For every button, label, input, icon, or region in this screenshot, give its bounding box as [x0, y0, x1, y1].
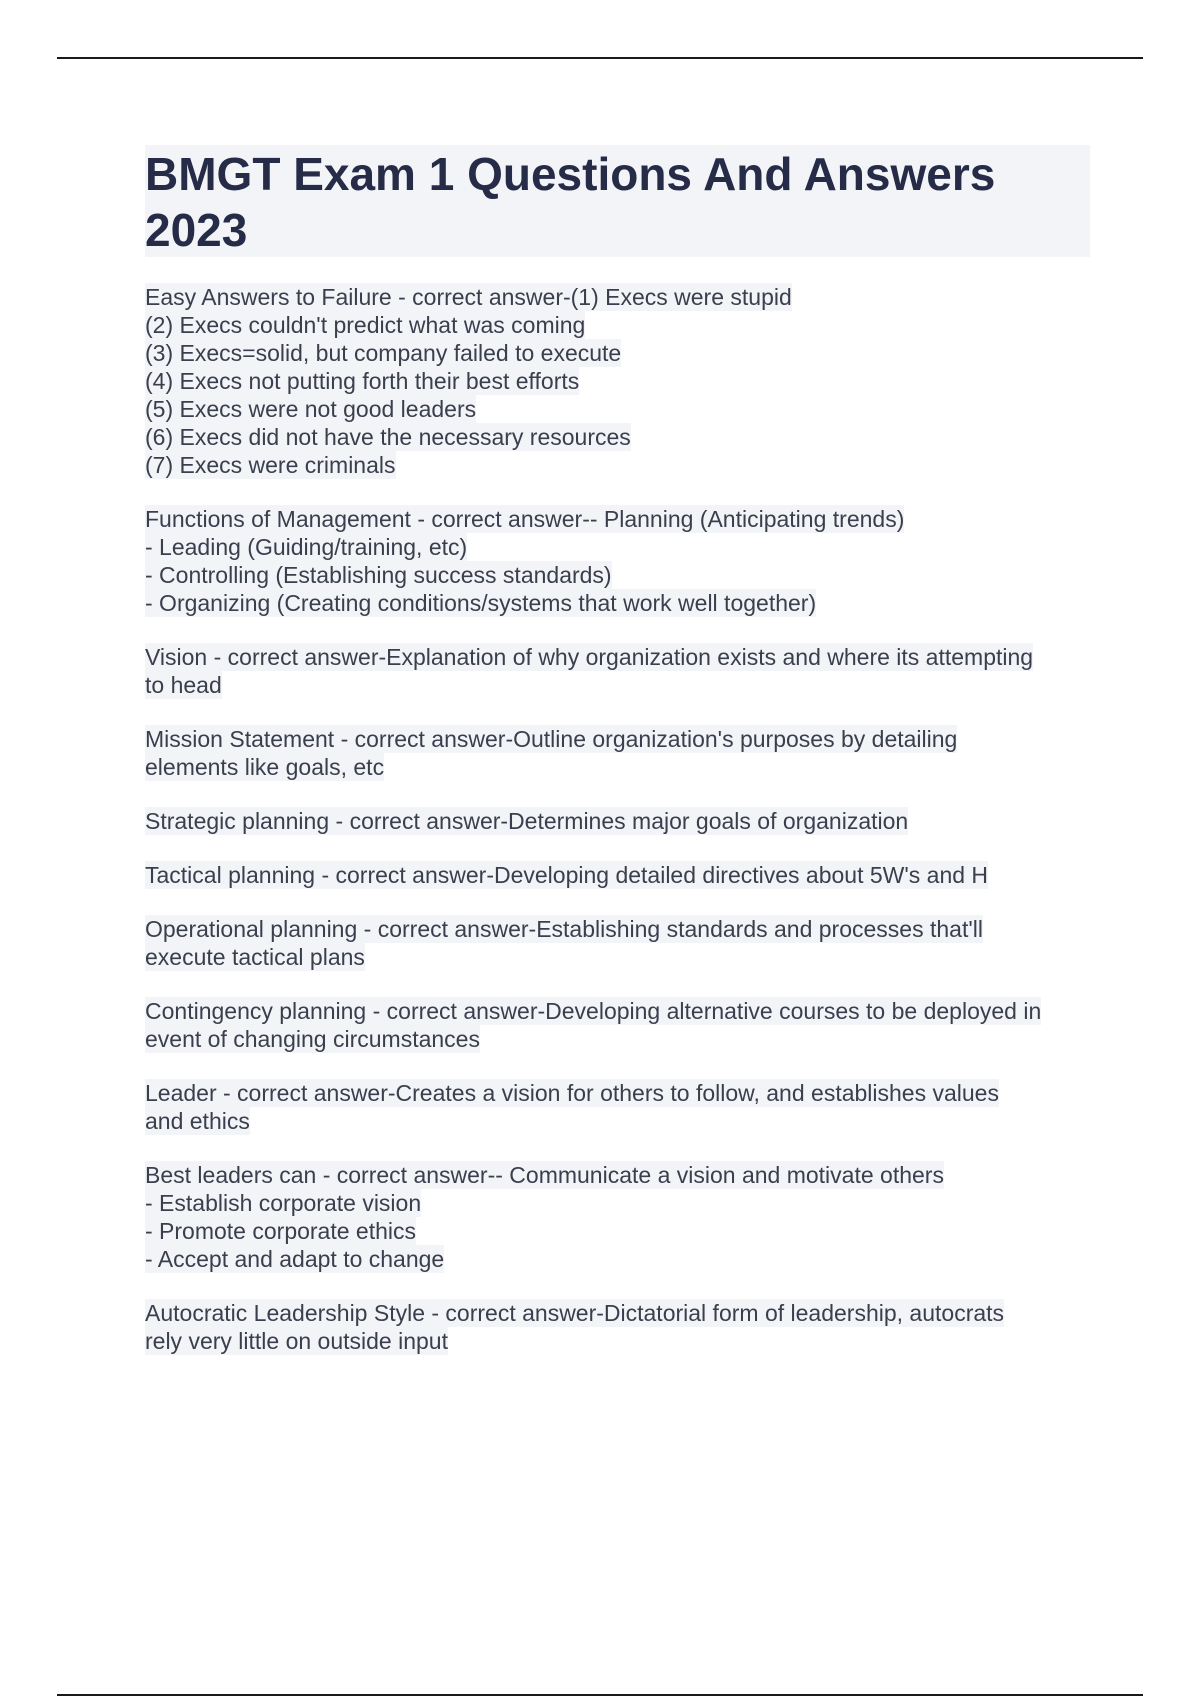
- qa-entry: [145, 1161, 1090, 1273]
- qa-answer-line: elements like goals, etc: [145, 754, 385, 780]
- qa-line-row: [145, 1189, 1090, 1217]
- qa-line-row: [145, 589, 1090, 617]
- qa-answer-line: - Leading (Guiding/training, etc): [145, 534, 468, 560]
- qa-entry: [145, 1299, 1090, 1355]
- qa-question-line: Strategic planning - correct answer-Determines major goals of organization: [145, 808, 909, 834]
- qa-line-row: [145, 561, 1090, 589]
- qa-entry: [145, 283, 1090, 479]
- qa-line-row: [145, 423, 1090, 451]
- qa-question-line: Leader - correct answer-Creates a vision for others to follow, and establishes values: [145, 1080, 999, 1106]
- qa-answer-line: to head: [145, 672, 222, 698]
- title-band: [145, 145, 1090, 257]
- qa-line-row: [145, 283, 1090, 311]
- qa-line-row: [145, 1107, 1090, 1135]
- qa-question-line: Autocratic Leadership Style - correct answer-Dictatorial form of leadership, autocrats: [145, 1300, 1005, 1326]
- footer-rule: [57, 1694, 1143, 1696]
- qa-question-line: Operational planning - correct answer-Establishing standards and processes that'll: [145, 916, 983, 942]
- qa-line-row: [145, 807, 1090, 835]
- qa-entry: [145, 505, 1090, 617]
- qa-line-row: [145, 339, 1090, 367]
- qa-line-row: [145, 451, 1090, 479]
- qa-line-row: [145, 367, 1090, 395]
- qa-line-row: [145, 753, 1090, 781]
- qa-question-line: Contingency planning - correct answer-Developing alternative courses to be deployed in: [145, 998, 1042, 1024]
- qa-answer-line: (3) Execs=solid, but company failed to execute: [145, 340, 622, 366]
- qa-answer-line: - Accept and adapt to change: [145, 1246, 445, 1272]
- qa-question-line: Tactical planning - correct answer-Developing detailed directives about 5W's and H: [145, 862, 989, 888]
- qa-answer-line: and ethics: [145, 1108, 250, 1134]
- qa-line-row: [145, 915, 1090, 943]
- qa-line-row: [145, 1327, 1090, 1355]
- qa-question-line: Mission Statement - correct answer-Outline organization's purposes by detailing: [145, 726, 958, 752]
- qa-answer-line: (6) Execs did not have the necessary resources: [145, 424, 631, 450]
- qa-line-row: [145, 861, 1090, 889]
- qa-question-line: Functions of Management - correct answer-- Planning (Anticipating trends): [145, 506, 905, 532]
- qa-answer-line: - Promote corporate ethics: [145, 1218, 417, 1244]
- qa-answer-line: - Controlling (Establishing success standards): [145, 562, 612, 588]
- qa-line-row: [145, 533, 1090, 561]
- qa-answer-line: (7) Execs were criminals: [145, 452, 396, 478]
- qa-entry: [145, 997, 1090, 1053]
- qa-line-row: [145, 505, 1090, 533]
- qa-line-row: [145, 671, 1090, 699]
- qa-line-row: [145, 943, 1090, 971]
- qa-answer-line: execute tactical plans: [145, 944, 365, 970]
- qa-answer-line: (2) Execs couldn't predict what was coming: [145, 312, 586, 338]
- qa-question-line: Vision - correct answer-Explanation of why organization exists and where its attempting: [145, 644, 1034, 670]
- qa-line-row: [145, 1025, 1090, 1053]
- qa-line-row: [145, 997, 1090, 1025]
- qa-line-row: [145, 311, 1090, 339]
- qa-line-row: [145, 1079, 1090, 1107]
- qa-answer-line: - Establish corporate vision: [145, 1190, 422, 1216]
- qa-answer-line: - Organizing (Creating conditions/systems that work well together): [145, 590, 817, 616]
- qa-answer-line: (5) Execs were not good leaders: [145, 396, 477, 422]
- qa-entry: [145, 807, 1090, 835]
- qa-line-row: [145, 725, 1090, 753]
- qa-answer-line: event of changing circumstances: [145, 1026, 480, 1052]
- document-title: BMGT Exam 1 Questions And Answers 2023: [145, 148, 996, 256]
- qa-line-row: [145, 1161, 1090, 1189]
- qa-line-row: [145, 1299, 1090, 1327]
- qa-entry: [145, 643, 1090, 699]
- qa-answer-line: (4) Execs not putting forth their best efforts: [145, 368, 580, 394]
- header-rule: [57, 57, 1143, 59]
- qa-list: [145, 283, 1090, 1355]
- qa-entry: [145, 861, 1090, 889]
- document-body: [145, 145, 1090, 1381]
- qa-question-line: Easy Answers to Failure - correct answer-(1) Execs were stupid: [145, 284, 792, 310]
- qa-entry: [145, 725, 1090, 781]
- qa-entry: [145, 1079, 1090, 1135]
- qa-line-row: [145, 1245, 1090, 1273]
- qa-line-row: [145, 643, 1090, 671]
- qa-entry: [145, 915, 1090, 971]
- qa-line-row: [145, 1217, 1090, 1245]
- qa-answer-line: rely very little on outside input: [145, 1328, 448, 1354]
- qa-question-line: Best leaders can - correct answer-- Communicate a vision and motivate others: [145, 1162, 944, 1188]
- qa-line-row: [145, 395, 1090, 423]
